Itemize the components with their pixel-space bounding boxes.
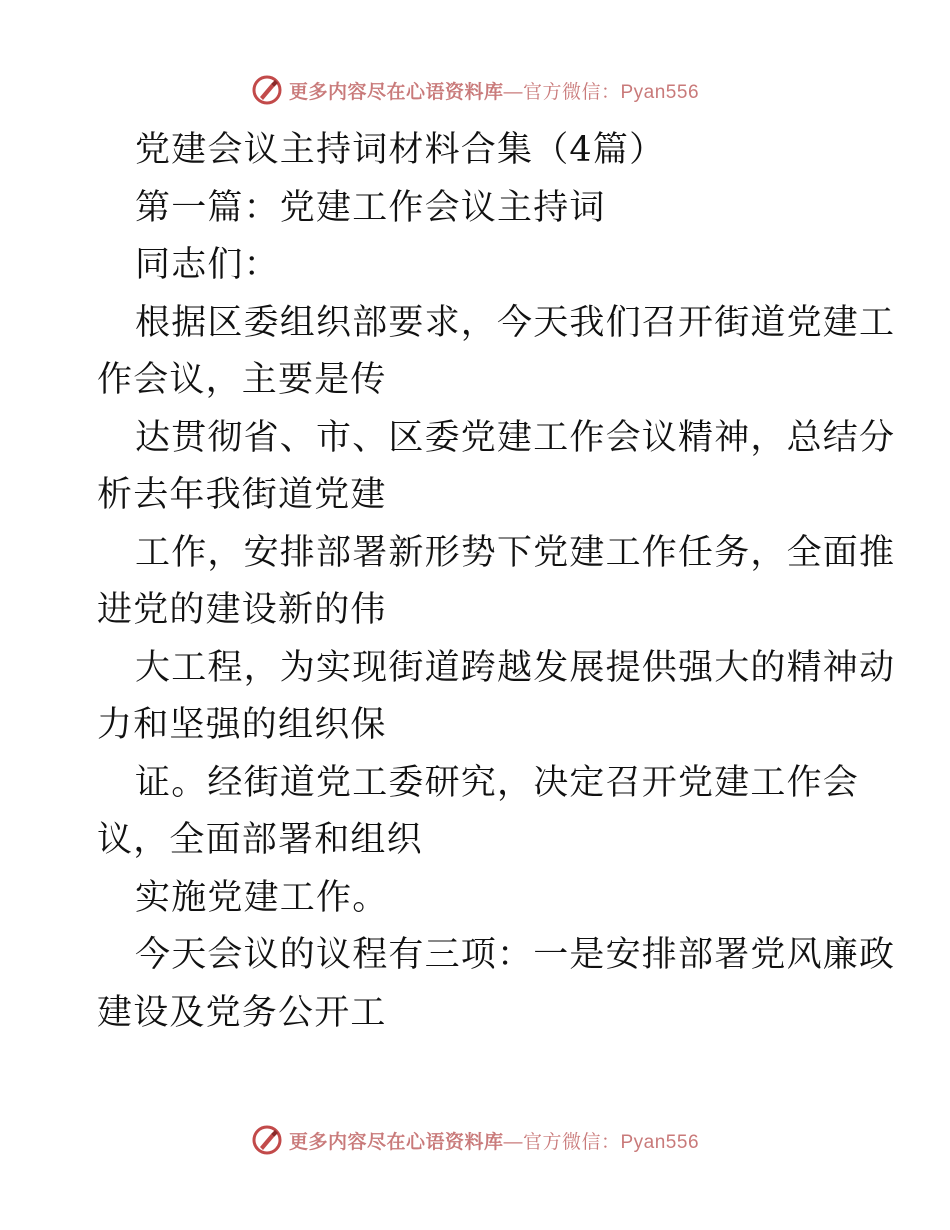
text-line: 根据区委组织部要求，今天我们召开街道党建工 (135, 302, 896, 343)
watermark-group (251, 74, 699, 106)
footer-watermark (0, 1122, 950, 1158)
text-line: 实施党建工作。 (135, 877, 389, 918)
watermark-dash: — (503, 81, 523, 103)
text-line: 建设及党务公开工 (97, 992, 387, 1033)
watermark-lead: 更多内容尽在心语资料库 (288, 1131, 504, 1153)
text-line: 同志们： (135, 245, 280, 285)
text-line: 工作，安排部署新形势下党建工作任务，全面推 (135, 532, 896, 573)
text-line: 议，全面部署和组织 (97, 820, 423, 860)
watermark-text (289, 77, 699, 104)
text-line: 析去年我街道党建 (97, 475, 387, 515)
watermark-group (251, 1124, 699, 1156)
text-line: 大工程，为实现街道跨越发展提供强大的精神动 (135, 647, 896, 688)
text-line: 力和坚强的组织保 (97, 705, 387, 745)
document-body (97, 122, 896, 1042)
text-line: 第一篇：党建工作会议主持词 (135, 187, 606, 228)
pen-logo-icon (251, 74, 283, 106)
watermark-text (289, 1127, 699, 1154)
watermark-dash: — (503, 1131, 523, 1153)
watermark-tail: 官方微信：Pyan556 (523, 81, 700, 103)
pen-logo-icon (251, 1124, 283, 1156)
text-line: 作会议，主要是传 (97, 360, 387, 400)
text-line: 达贯彻省、市、区委党建工作会议精神，总结分 (135, 417, 896, 458)
watermark-tail: 官方微信：Pyan556 (523, 1131, 700, 1153)
header-watermark (0, 72, 950, 108)
text-line: 进党的建设新的伟 (97, 590, 387, 630)
text-line: 党建会议主持词材料合集（4篇） (135, 130, 666, 170)
watermark-lead: 更多内容尽在心语资料库 (288, 81, 504, 103)
text-line: 今天会议的议程有三项：一是安排部署党风廉政 (135, 935, 896, 975)
text-line: 证。经街道党工委研究，决定召开党建工作会 (135, 762, 860, 803)
